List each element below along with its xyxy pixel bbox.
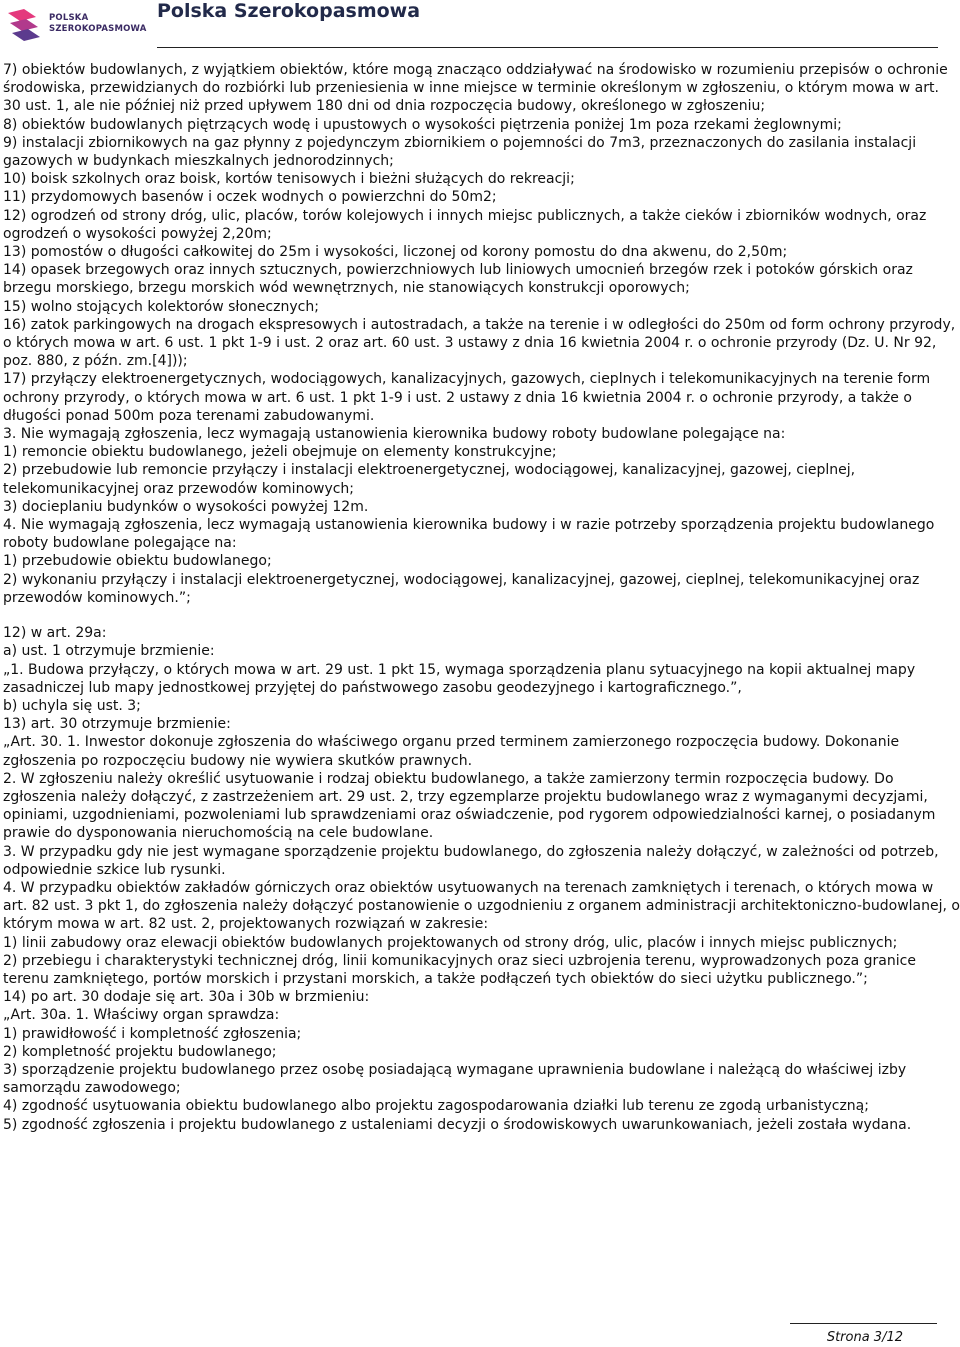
paragraph: b) uchyla się ust. 3; [3,697,141,714]
paragraph: 4) zgodność usytuowania obiektu budowlanego albo projektu zagospodarowania działki lub terenu ze zgodą urbanistyczną; [3,1098,869,1115]
paragraph: 12) ogrodzeń od strony dróg, ulic, placów, torów kolejowych i innych miejsc publicznych, a także cieków i zbiorników wodnych, oraz ogrodzeń o wysokości powyżej 2,20m; [3,207,927,242]
paragraph: 15) wolno stojących kolektorów słonecznych; [3,298,319,315]
paragraph: 3. W przypadku gdy nie jest wymagane sporządzenie projektu budowlanego, do zgłoszenia należy dołączyć, w zależności od potrzeb, odpowiednie szkice lub rysunki. [3,843,939,878]
paragraph: 4. Nie wymagają zgłoszenia, lecz wymagają ustanowienia kierownika budowy i w razie potrzeby sporządzenia projektu budowlanego roboty budowlane polegające na: [3,517,935,552]
paragraph: 3) sporządzenie projektu budowlanego przez osobę posiadającą wymagane uprawnienia budowlane i należącą do właściwej izby samorządu zawodowego; [3,1061,907,1097]
paragraph: 11) przydomowych basenów i oczek wodnych o powierzchni do 50m2; [3,189,497,206]
site-title: Polska Szerokopasmowa [157,0,421,22]
paragraph: 13) art. 30 otrzymuje brzmienie: [3,716,231,733]
paragraph: 2) wykonaniu przyłączy i instalacji elektroenergetycznej, wodociągowej, kanalizacyjnej, gazowej, cieplnej, telekomunikacyjnej oraz przewodów kominowych.”; [3,571,920,606]
paragraph: 10) boisk szkolnych oraz boisk, kortów tenisowych i bieżni służących do rekreacji; [3,171,575,188]
logo [6,5,147,41]
paragraph: „Art. 30. 1. Inwestor dokonuje zgłoszenia do właściwego organu przed terminem zamierzonego rozpoczęcia budowy. Dokonanie zgłoszenia po rozpoczęciu budowy nie wywiera skutków prawnych. [3,734,900,769]
section-gap [3,607,960,624]
paragraph: 14) po art. 30 dodaje się art. 30a i 30b w brzmieniu: [3,989,370,1006]
paragraph: 1) remoncie obiektu budowlanego, jeżeli obejmuje on elementy konstrukcyjne; [3,444,557,461]
logo-line-2: SZEROKOPASMOWA [49,24,147,34]
paragraph: 17) przyłączy elektroenergetycznych, wodociągowych, kanalizacyjnych, gazowych, cieplnych i telekomunikacyjnych na terenie form ochrony przyrody, o których mowa w art. 6 ust. 1 pkt 1-9 i ust. 2 ustawy z dnia 16 kwietnia 2004 r. o ochronie przyrody, a także o długości ponad 500m poza terenami zabudowanymi. [3,371,931,424]
page-header [0,0,960,50]
paragraph: 1) prawidłowość i kompletność zgłoszenia; [3,1025,302,1042]
paragraph: 3) docieplaniu budynków o wysokości powyżej 12m. [3,498,369,515]
paragraph: 8) obiektów budowlanych piętrzących wodę i upustowych o wysokości piętrzenia poniżej 1m poza rzekami żeglownymi; [3,116,842,133]
paragraph: 2) kompletność projektu budowlanego; [3,1043,277,1060]
paragraph: 2. W zgłoszeniu należy określić usytuowanie i rodzaj obiektu budowlanego, a także zamierzony termin rozpoczęcia budowy. Do zgłoszenia należy dołączyć, z zastrzeżeniem art. 29 ust. 2, trzy egzemplarze projektu budowlanego wraz z wymaganymi decyzjami, opiniami, uzgodnieniami, pozwoleniami lub sprawdzeniami oraz oświadczenie, pod rygorem odpowiedzialności karnej, o posiadanym prawie do dysponowania nieruchomością na cele budowlane. [3,770,936,842]
paragraph: 2) przebudowie lub remoncie przyłączy i instalacji elektroenergetycznej, wodociągowej, kanalizacyjnej, gazowej, cieplnej, telekomunikacyjnej oraz przewodów kominowych; [3,462,856,497]
paragraph: 12) w art. 29a: [3,625,107,642]
paragraph: „1. Budowa przyłączy, o których mowa w art. 29 ust. 1 pkt 15, wymaga sporządzenia planu sytuacyjnego na kopii aktualnej mapy zasadniczej lub mapy jednostkowej przyjętej do państwowego zasobu geodezyjnego i kartograficznego.”, [3,661,916,696]
paragraph: 1) przebudowie obiektu budowlanego; [3,553,272,570]
paragraph: 4. W przypadku obiektów zakładów górniczych oraz obiektów usytuowanych na terenach zamkniętych i terenach, o których mowa w art. 82 ust. 3 pkt 1, do zgłoszenia należy dołączyć postanowienie o uzgodnieniu z organem administracji architektoniczno-budowlanej, o którym mowa w art. 82 ust. 2, projektowanych rozwiązań w zakresie: [3,879,960,933]
paragraph: 3. Nie wymagają zgłoszenia, lecz wymagają ustanowienia kierownika budowy roboty budowlane polegające na: [3,426,786,443]
logo-line-1: POLSKA [49,13,89,23]
logo-text [49,13,147,35]
paragraph: 7) obiektów budowlanych, z wyjątkiem obiektów, które mogą znacząco oddziaływać na środowisko w rozumieniu przepisów o ochronie środowiska, przewidzianych do rozbiórki lub przeniesienia w inne miejsce w terminie określonym w zgłoszeniu, o którym mowa w art. 30 ust. 1, ale nie później niż przed upływem 180 dni od dnia rozpoczęcia budowy, określonego w zgłoszeniu; [3,62,948,115]
document-body [3,61,960,1134]
page-number: Strona 3/12 [826,1330,903,1345]
paragraph: „Art. 30a. 1. Właściwy organ sprawdza: [3,1007,280,1024]
paragraph: 9) instalacji zbiornikowych na gaz płynny z pojedynczym zbiornikiem o pojemności do 7m3, przeznaczonych do zasilania instalacji gazowych w budynkach mieszkalnych jednorodzinnych; [3,134,917,170]
paragraph: 2) przebiegu i charakterystyki technicznej dróg, linii komunikacyjnych oraz sieci uzbrojenia terenu, wyprowadzonych poza granice terenu zamkniętego, portów morskich i przystani morskich, a także podłączeń tych obiektów do sieci użytku publicznego.”; [3,952,916,987]
header-divider [157,47,938,48]
paragraph: 1) linii zabudowy oraz elewacji obiektów budowlanych projektowanych od strony dróg, ulic, placów i innych miejsc publicznych; [3,934,898,951]
paragraph: 5) zgodność zgłoszenia i projektu budowlanego z ustaleniami decyzji o środowiskowych uwarunkowaniach, jeżeli została wydana. [3,1116,912,1133]
logo-mark-icon [6,7,44,43]
paragraph: 14) opasek brzegowych oraz innych sztucznych, powierzchniowych lub liniowych umocnień brzegów rzek i potoków górskich oraz brzegu morskiego, brzegu morskich wód wewnętrznych, nie stanowiących konstrukcji oporowych; [3,262,913,297]
paragraph: 16) zatok parkingowych na drogach ekspresowych i autostradach, a także na terenie i w odległości do 250m od form ochrony przyrody, o których mowa w art. 6 ust. 1 pkt 1-9 i ust. 2 oraz art. 60 ust. 3 ustawy z dnia 16 kwietnia 2004 r. o ochronie przyrody (Dz. U. Nr 92, poz. 880, z późn. zm.[4])); [3,316,956,370]
paragraph: 13) pomostów o długości całkowitej do 25m i wysokości, liczonej od korony pomostu do dna akwenu, do 2,50m; [3,244,788,261]
paragraph: a) ust. 1 otrzymuje brzmienie: [3,643,215,660]
footer-divider [790,1323,937,1324]
